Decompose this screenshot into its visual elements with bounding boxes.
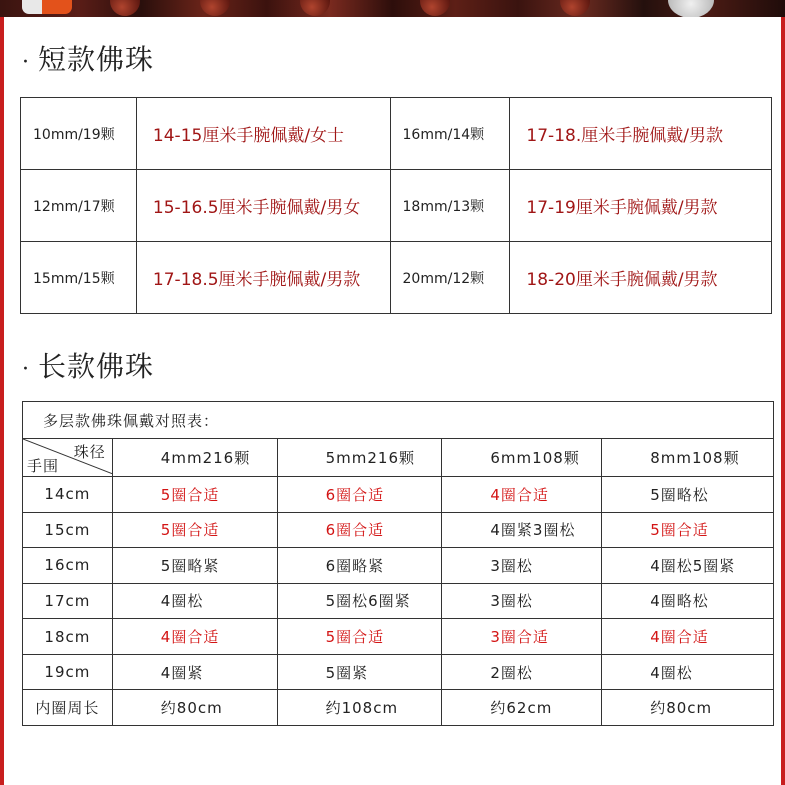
fit-cell: 2圈松 — [442, 654, 602, 690]
bead-spec-cell: 20mm/12颗 — [390, 242, 510, 314]
long-section-title — [22, 345, 154, 385]
fit-cell: 3圈松 — [442, 583, 602, 619]
fit-cell: 5圈略松 — [602, 477, 774, 513]
wrist-size-label: 19cm — [23, 654, 113, 690]
fit-cell-recommended: 3圈合适 — [442, 619, 602, 655]
fit-cell: 5圈紧 — [277, 654, 442, 690]
table-row — [21, 170, 772, 242]
corner-wrist-label: 手围 — [27, 457, 60, 475]
fit-cell: 4圈松5圈紧 — [602, 548, 774, 584]
bead-spec-cell: 15mm/15颗 — [21, 242, 137, 314]
table-row — [23, 477, 774, 513]
fit-cell: 6圈略紧 — [277, 548, 442, 584]
table-row — [23, 512, 774, 548]
bead-photo — [110, 0, 140, 16]
bead-spec-cell: 16mm/14颗 — [390, 98, 510, 170]
product-photo-detail — [22, 0, 72, 14]
bullet-dot: · — [22, 50, 30, 75]
column-header: 4mm216颗 — [112, 439, 277, 477]
fit-cell-recommended: 5圈合适 — [602, 512, 774, 548]
bead-spec-cell: 18mm/13颗 — [390, 170, 510, 242]
fit-cell: 5圈略紧 — [112, 548, 277, 584]
wrist-fit-cell: 14-15厘米手腕佩戴/女士 — [136, 98, 390, 170]
table-caption: 多层款佛珠佩戴对照表： — [23, 402, 774, 439]
fit-cell: 5圈松6圈紧 — [277, 583, 442, 619]
product-photo-strip — [0, 0, 785, 17]
short-size-table — [20, 97, 772, 314]
fit-cell-recommended: 5圈合适 — [112, 477, 277, 513]
wrist-fit-cell: 15-16.5厘米手腕佩戴/男女 — [136, 170, 390, 242]
wrist-fit-cell: 17-18.厘米手腕佩戴/男款 — [510, 98, 772, 170]
fit-cell: 约108cm — [277, 690, 442, 726]
long-title-text: 长款佛珠 — [38, 350, 155, 383]
fit-cell-recommended: 6圈合适 — [277, 477, 442, 513]
fit-cell: 4圈略松 — [602, 583, 774, 619]
bead-photo — [300, 0, 330, 16]
table-row — [21, 98, 772, 170]
corner-header — [23, 439, 113, 477]
table-row — [23, 654, 774, 690]
bead-spec-cell: 12mm/17颗 — [21, 170, 137, 242]
fit-cell: 4圈紧 — [112, 654, 277, 690]
bead-photo — [200, 0, 230, 16]
fit-cell: 4圈紧3圈松 — [442, 512, 602, 548]
wrist-fit-cell: 17-19厘米手腕佩戴/男款 — [510, 170, 772, 242]
wrist-size-label: 18cm — [23, 619, 113, 655]
wrist-fit-cell: 17-18.5厘米手腕佩戴/男款 — [136, 242, 390, 314]
wrist-size-label: 15cm — [23, 512, 113, 548]
fit-cell-recommended: 5圈合适 — [277, 619, 442, 655]
column-header: 6mm108颗 — [442, 439, 602, 477]
coin-photo — [668, 0, 714, 17]
wrist-size-label: 16cm — [23, 548, 113, 584]
wrist-size-label: 内圈周长 — [23, 690, 113, 726]
fit-cell: 约80cm — [112, 690, 277, 726]
wrist-fit-cell: 18-20厘米手腕佩戴/男款 — [510, 242, 772, 314]
column-header: 5mm216颗 — [277, 439, 442, 477]
bullet-dot: · — [22, 357, 30, 382]
corner-bead-diameter-label: 珠径 — [73, 443, 106, 461]
fit-cell: 3圈松 — [442, 548, 602, 584]
table-row — [23, 583, 774, 619]
table-row — [23, 690, 774, 726]
fit-cell-recommended: 6圈合适 — [277, 512, 442, 548]
short-section-title — [22, 38, 154, 78]
bead-spec-cell: 10mm/19颗 — [21, 98, 137, 170]
table-row — [23, 548, 774, 584]
wrist-size-label: 17cm — [23, 583, 113, 619]
fit-cell: 4圈松 — [602, 654, 774, 690]
bead-photo — [560, 0, 590, 16]
short-title-text: 短款佛珠 — [38, 43, 155, 76]
long-size-table — [22, 401, 774, 726]
wrist-size-label: 14cm — [23, 477, 113, 513]
bead-photo — [420, 0, 450, 16]
table-row — [21, 242, 772, 314]
table-row — [23, 619, 774, 655]
fit-cell: 4圈松 — [112, 583, 277, 619]
fit-cell-recommended: 4圈合适 — [602, 619, 774, 655]
fit-cell-recommended: 4圈合适 — [442, 477, 602, 513]
column-header: 8mm108颗 — [602, 439, 774, 477]
fit-cell-recommended: 5圈合适 — [112, 512, 277, 548]
fit-cell: 约62cm — [442, 690, 602, 726]
fit-cell: 约80cm — [602, 690, 774, 726]
fit-cell-recommended: 4圈合适 — [112, 619, 277, 655]
